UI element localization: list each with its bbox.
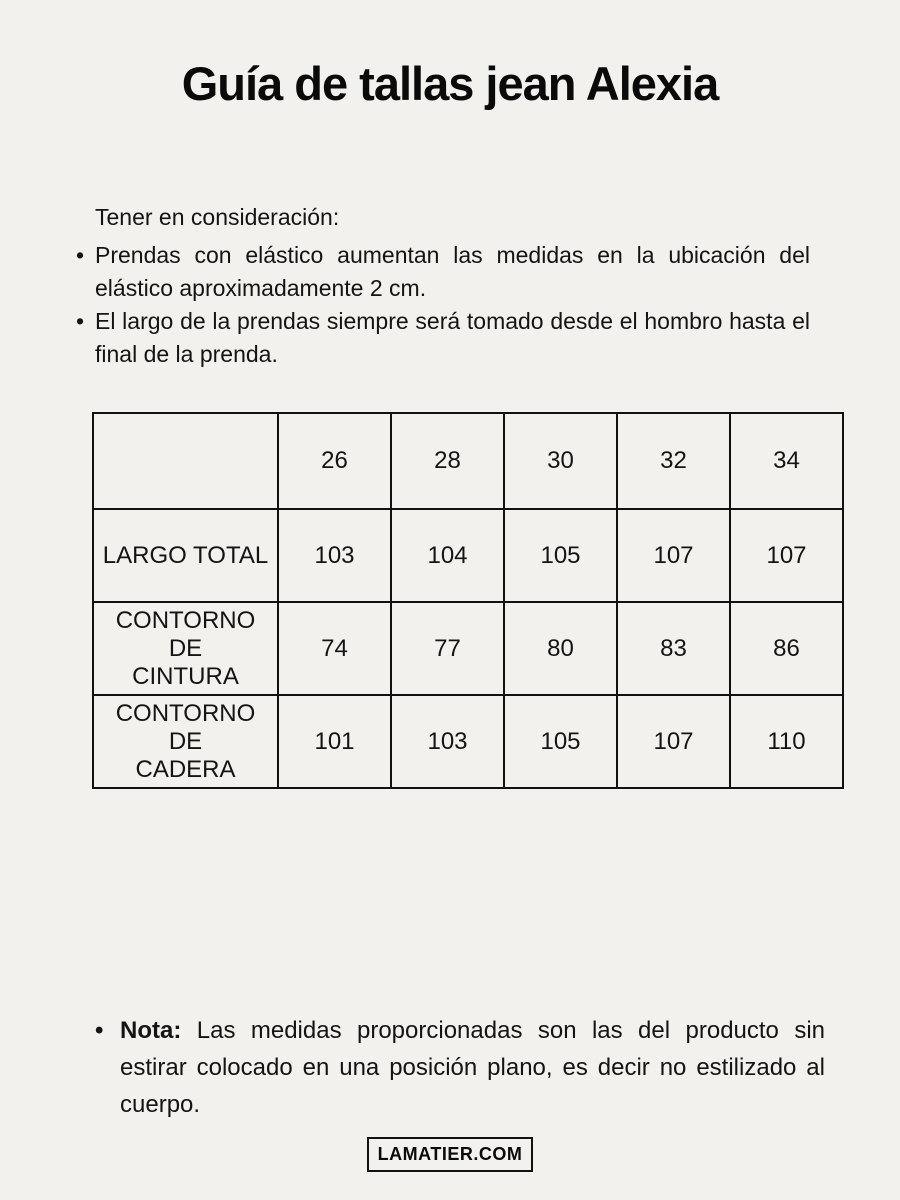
footer: [0, 1137, 900, 1172]
row-label: LARGO TOTAL: [102, 541, 269, 569]
row-label-cell: [93, 695, 278, 788]
measure-cell: 80: [504, 602, 617, 695]
measure-cell: 77: [391, 602, 504, 695]
measure-cell: 107: [617, 695, 730, 788]
size-table: [92, 412, 844, 789]
measure-cell: 105: [504, 695, 617, 788]
page-title: Guía de tallas jean Alexia: [181, 57, 719, 110]
table-row-largo-total: [93, 509, 843, 602]
size-header-cell: 32: [617, 413, 730, 509]
measure-cell: 103: [278, 509, 391, 602]
table-row-contorno-cintura: [93, 602, 843, 695]
considerations-section: [95, 201, 810, 371]
size-header-cell: 34: [730, 413, 843, 509]
considerations-heading: Tener en consideración:: [95, 204, 340, 230]
note-item: [120, 1012, 825, 1123]
measure-cell: 74: [278, 602, 391, 695]
note-text: Las medidas proporcionadas son las del producto sin estirar colocado en una posición plano, es decir no estilizado al cuerpo.: [120, 1017, 825, 1118]
consideration-item: • El largo de la prendas siempre será tomado desde el hombro hasta el final de la prenda.: [95, 305, 810, 371]
brand-box: LAMATIER.COM: [367, 1137, 534, 1172]
considerations-list: [95, 239, 810, 371]
size-header-cell: 30: [504, 413, 617, 509]
measure-cell: 83: [617, 602, 730, 695]
row-label-cell: [93, 509, 278, 602]
table-row-contorno-cadera: [93, 695, 843, 788]
measure-cell: 105: [504, 509, 617, 602]
measure-cell: 103: [391, 695, 504, 788]
row-label: CONTORNO DE CADERA: [115, 699, 256, 783]
measure-cell: 107: [617, 509, 730, 602]
consideration-item: • Prendas con elástico aumentan las medidas en la ubicación del elástico aproximadamente 2 cm.: [95, 239, 810, 305]
note-section: [120, 1012, 825, 1123]
measure-cell: 110: [730, 695, 843, 788]
measure-cell: 107: [730, 509, 843, 602]
note-label: Nota:: [120, 1017, 182, 1044]
measure-cell: 86: [730, 602, 843, 695]
table-corner-cell: [93, 413, 278, 509]
measure-cell: 101: [278, 695, 391, 788]
size-header-row: [93, 413, 843, 509]
size-header-cell: 26: [278, 413, 391, 509]
measure-cell: 104: [391, 509, 504, 602]
row-label-cell: [93, 602, 278, 695]
row-label: CONTORNO DE CINTURA: [115, 606, 256, 690]
size-header-cell: 28: [391, 413, 504, 509]
